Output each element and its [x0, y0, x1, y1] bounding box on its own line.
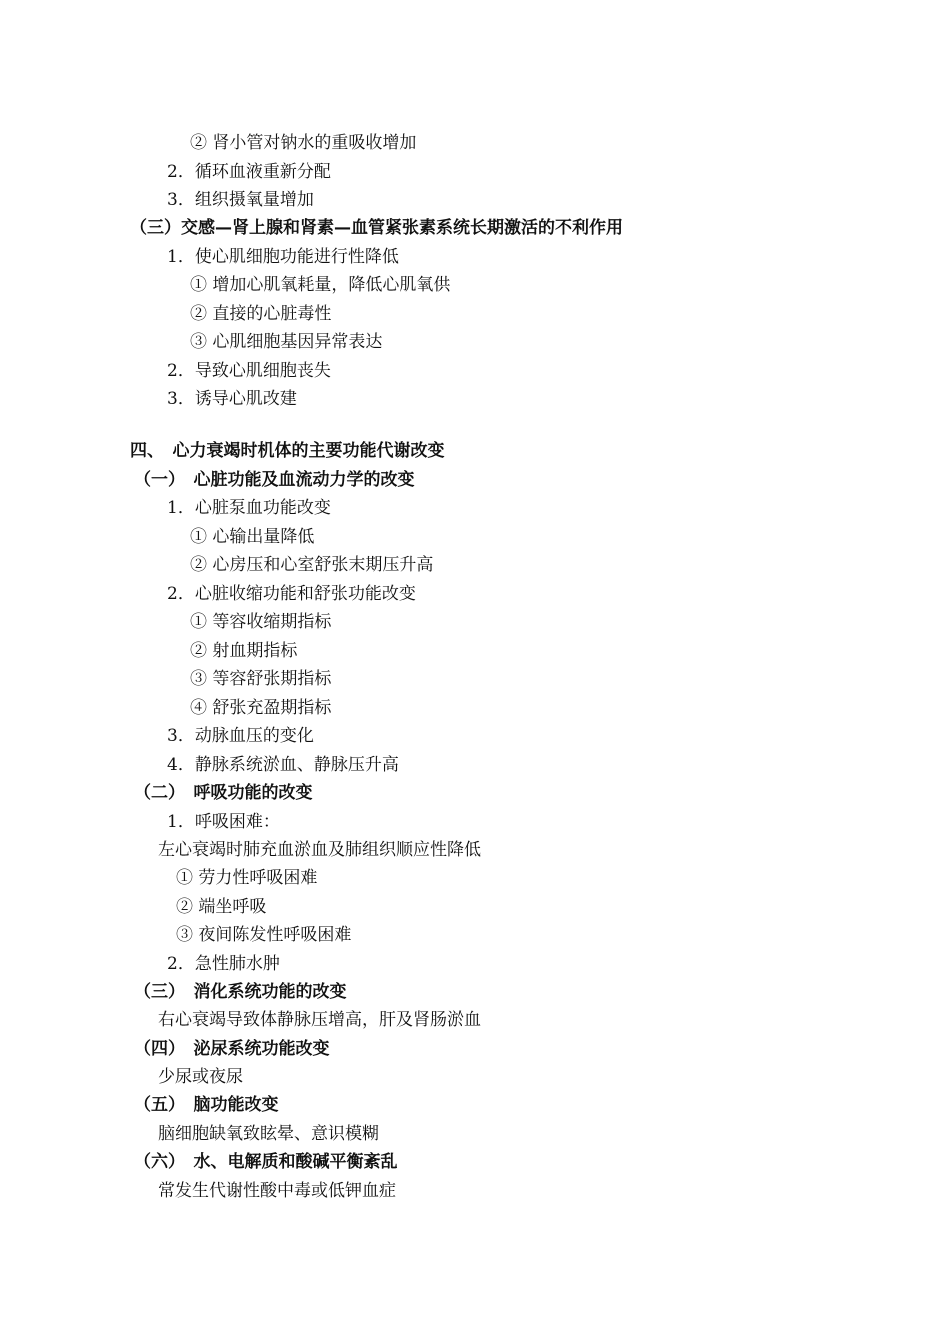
- text-line: 2．导致心肌细胞丧失: [167, 361, 331, 381]
- text-line: 2．急性肺水肿: [167, 954, 280, 974]
- text-line: ② 端坐呼吸: [176, 897, 267, 917]
- text-line: 2．循环血液重新分配: [167, 162, 331, 182]
- text-line: 3．组织摄氧量增加: [167, 190, 314, 210]
- text-line: ① 心输出量降低: [190, 527, 315, 547]
- text-line: 2．心脏收缩功能和舒张功能改变: [167, 584, 416, 604]
- section-heading: （四） 泌尿系统功能改变: [134, 1039, 330, 1059]
- text-line: ② 肾小管对钠水的重吸收增加: [190, 133, 417, 153]
- text-line: ① 等容收缩期指标: [190, 612, 332, 632]
- text-line: 4．静脉系统淤血、静脉压升高: [167, 755, 399, 775]
- text-line: 3．动脉血压的变化: [167, 726, 314, 746]
- text-line: 常发生代谢性酸中毒或低钾血症: [158, 1181, 396, 1201]
- text-line: ③ 等容舒张期指标: [190, 669, 332, 689]
- text-line: ① 增加心肌氧耗量，降低心肌氧供: [190, 275, 451, 295]
- section-heading: （三）交感—肾上腺和肾素—血管紧张素系统长期激活的不利作用: [130, 218, 623, 238]
- text-line: ② 射血期指标: [190, 641, 298, 661]
- text-line: ③ 夜间陈发性呼吸困难: [176, 925, 352, 945]
- text-line: 脑细胞缺氧致眩晕、意识模糊: [158, 1124, 379, 1144]
- text-line: ③ 心肌细胞基因异常表达: [190, 332, 383, 352]
- text-line: 1．心脏泵血功能改变: [167, 498, 331, 518]
- text-line: 少尿或夜尿: [158, 1067, 243, 1087]
- text-line: 3．诱导心肌改建: [167, 389, 297, 409]
- section-heading: （五） 脑功能改变: [134, 1095, 279, 1115]
- text-line: ② 直接的心脏毒性: [190, 304, 332, 324]
- section-heading: （三） 消化系统功能的改变: [134, 982, 347, 1002]
- section-heading: 四、 心力衰竭时机体的主要功能代谢改变: [130, 441, 445, 461]
- text-line: 左心衰竭时肺充血淤血及肺组织顺应性降低: [158, 840, 481, 860]
- text-line: ④ 舒张充盈期指标: [190, 698, 332, 718]
- text-line: ② 心房压和心室舒张末期压升高: [190, 555, 434, 575]
- text-line: 1．呼吸困难：: [167, 812, 280, 832]
- text-line: 1．使心肌细胞功能进行性降低: [167, 247, 399, 267]
- section-heading: （六） 水、电解质和酸碱平衡紊乱: [134, 1152, 398, 1172]
- section-heading: （一） 心脏功能及血流动力学的改变: [134, 470, 415, 490]
- text-line: ① 劳力性呼吸困难: [176, 868, 318, 888]
- text-line: 右心衰竭导致体静脉压增高，肝及肾肠淤血: [158, 1010, 481, 1030]
- section-heading: （二） 呼吸功能的改变: [134, 783, 313, 803]
